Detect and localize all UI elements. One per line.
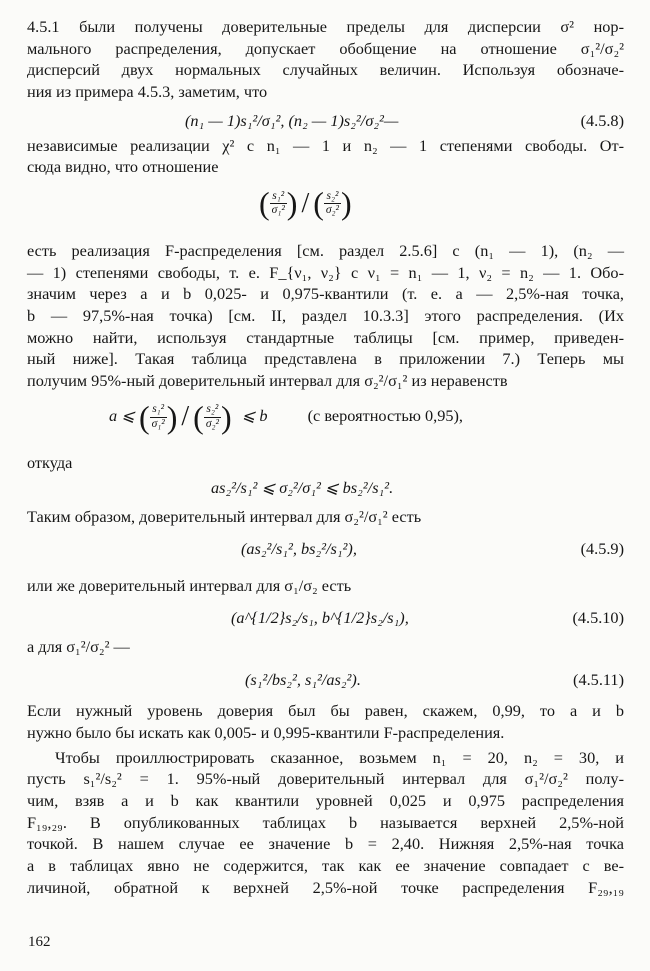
text-line: можно найти, используя стандартные таблицы [см. пример, приведен- (27, 327, 624, 347)
fraction: $\frac{\text{s₂²}}{\text{σ₂²}}$ (205, 403, 219, 430)
equation-formula: (s₁²/bs₂², s₁²/as₂²). (245, 670, 361, 690)
equation-formula: (a^{1/2}s₂/s₁, b^{1/2}s₂/s₁), (231, 607, 409, 627)
fraction: $\frac{\text{s₁²}}{\text{σ₁²}}$ (151, 403, 165, 430)
paragraph-interval (27, 506, 624, 528)
equation-ratio: ( $\frac{\text{s₁²}}{\text{σ₁²}}$ ) / ( $\frac{\text{s₂²}}{\text{σ₂²}}$ ) (259, 185, 352, 222)
equation-inequality: a ⩽ ( $\frac{\text{s₁²}}{\text{σ₁²}}$ ) / ( $\frac{\text{s₂²}}{\text{σ₂²}}$ ) ⩽ b (с вероятностью 0,95), (109, 398, 463, 435)
equation-number: (4.5.11) (573, 670, 624, 690)
text-line: независимые реализации χ² с n₁ — 1 и n₂ — 1 степенями свободы. От- (27, 135, 624, 155)
equation-formula: as₂²/s₁² ⩽ σ₂²/σ₁² ⩽ bs₂²/s₁². (211, 478, 394, 498)
text-line: F₁₉,₂₉. В опубликованных таблицах b называется верхней 2,5%-ной (27, 812, 624, 832)
equation-4-5-9 (27, 534, 624, 563)
equation-number: (4.5.9) (580, 539, 624, 559)
text-line: есть реализация F-распределения [см. раздел 2.5.6] с (n₁ — 1), (n₂ — (27, 241, 624, 261)
paragraph-and-for (27, 636, 624, 658)
fraction: $\frac{\text{s₁²}}{\text{σ₁²}}$ (271, 189, 285, 216)
text-line: a в таблицах явно не содержится, так как ее значение совпадает с ве- (27, 856, 624, 876)
text-line: личиной, обратной к верхней 2,5%-ной точке распределения F₂₉,₁₉ (27, 877, 624, 897)
equation-inequality-2 (27, 473, 624, 502)
equation-4-5-8 (27, 106, 624, 135)
text-line: 4.5.1 были получены доверительные пределы для дисперсии σ² нор- (27, 17, 624, 36)
text-line: откуда (27, 452, 73, 472)
equation-formula: (as₂²/s₁², bs₂²/s₁²), (241, 539, 357, 559)
equation-4-5-11 (27, 665, 624, 694)
paragraph-whence (27, 452, 624, 474)
text-line: Чтобы проиллюстрировать сказанное, возьмем n₁ = 20, n₂ = 30, и (55, 747, 624, 767)
text-line: b — 97,5%-ная точка) [см. II, раздел 10.3.3] этого распределения. (Их (27, 306, 624, 326)
page-number: 162 (28, 934, 51, 950)
paragraph-example (27, 747, 624, 899)
paragraph-intro (27, 16, 624, 103)
paragraph-confidence (27, 700, 624, 743)
equation-formula: (n₁ — 1)s₁²/σ₁², (n₂ — 1)s₂²/σ₂²— (185, 110, 399, 130)
text-line: мального распределения, допускает обобщение на отношение σ₁²/σ₂² (27, 38, 624, 58)
text-line: Если нужный уровень доверия был бы равен, скажем, 0,99, то a и b (27, 701, 624, 721)
paragraph-f-distribution (27, 240, 624, 392)
paragraph-sigma-ratio (27, 575, 624, 597)
text-line: нужно было бы искать как 0,005- и 0,995-квантили F-распределения. (27, 723, 505, 743)
paragraph-independent (27, 135, 624, 178)
equation-number: (4.5.10) (572, 607, 624, 627)
text-line: а для σ₁²/σ₂² — (27, 636, 130, 656)
equation-4-5-10 (27, 603, 624, 632)
text-line: Таким образом, доверительный интервал для σ₂²/σ₁² есть (27, 507, 422, 527)
text-line: чим, взяв a и b как квантили уровней 0,025 и 0,975 распределения (27, 791, 624, 811)
text-line: точкой. В нашем случае ее значение b = 2,40. Нижняя 2,5%-ная точка (27, 834, 624, 854)
text-line: дисперсий двух нормальных случайных величин. Используя обозначе- (27, 60, 624, 80)
text-line: ния из примера 4.5.3, заметим, что (27, 82, 268, 102)
text-line: пусть s₁²/s₂² = 1. 95%-ный доверительный интервал для σ₁²/σ₂² полу- (27, 769, 624, 789)
text-line: получим 95%-ный доверительный интервал для σ₂²/σ₁² из неравенств (27, 371, 508, 391)
text-line: сюда видно, что отношение (27, 157, 219, 177)
fraction: $\frac{\text{s₂²}}{\text{σ₂²}}$ (325, 189, 339, 216)
text-line: ный ниже]. Такая таблица представлена в приложении 7.) Теперь мы (27, 349, 624, 369)
text-line: — 1) степенями свободы, т. е. F_{ν₁, ν₂} с ν₁ = n₁ — 1, ν₂ = n₂ — 1. Обо- (27, 262, 624, 282)
text-line: или же доверительный интервал для σ₁/σ₂ есть (27, 576, 352, 596)
text-line: значим через a и b 0,025- и 0,975-квантили (т. е. a — 2,5%-ная точка, (27, 284, 624, 304)
equation-number: (4.5.8) (580, 110, 624, 130)
